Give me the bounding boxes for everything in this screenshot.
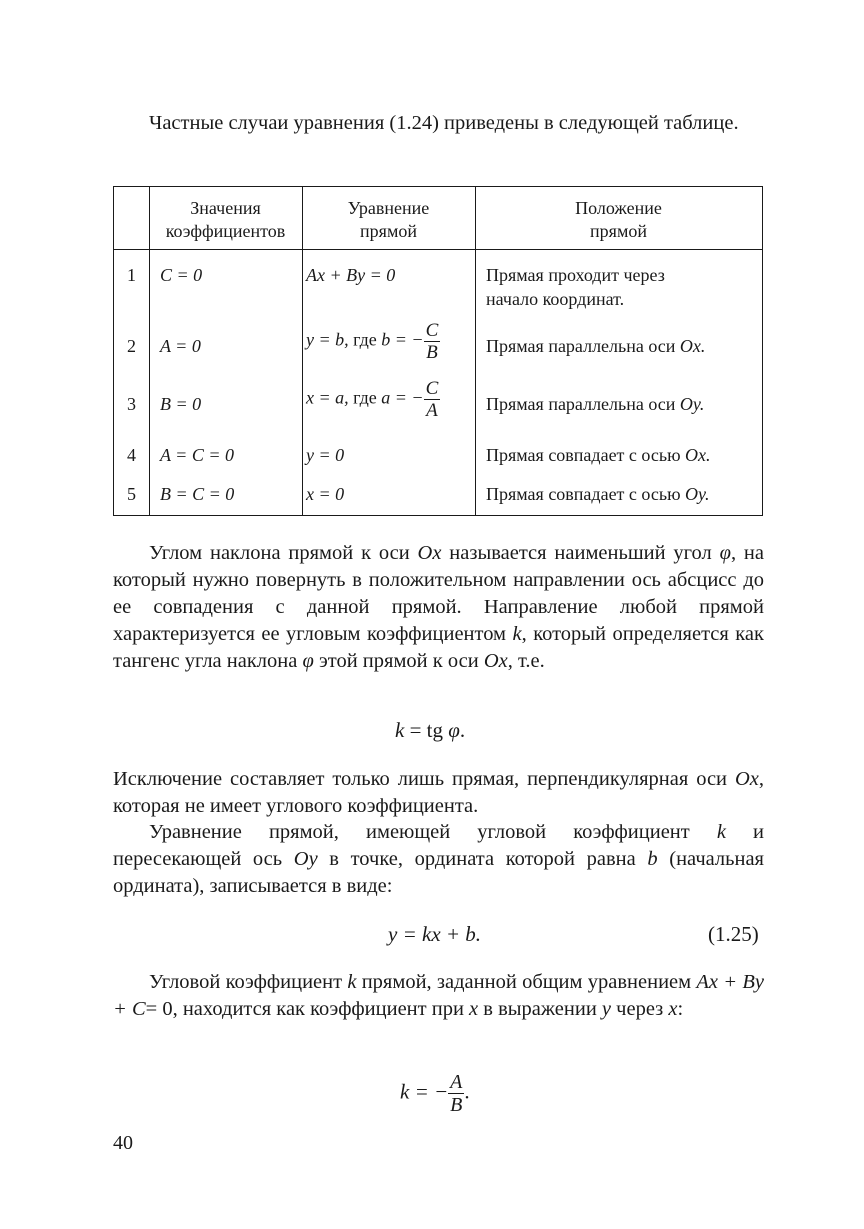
formula-number: (1.25) [708,922,759,946]
formula-slope-intercept: y = kx + b. [388,922,482,946]
row-3-position: Прямая параллельна оси Oy. [486,394,705,414]
exception-paragraph: Исключение составляет только лишь прямая, перпендикулярная оси Ox, которая не имеет углового коэффициента. [113,768,764,817]
row-5-coefficients: B = C = 0 [160,484,235,504]
row-5-position: Прямая совпадает с осью Oy. [486,484,710,504]
row-2-number: 2 [127,336,136,356]
row-1-equation: Ax + By = 0 [306,265,396,285]
row-4-number: 4 [127,445,136,465]
formula-k-tg-phi: k = tg φ. [395,718,466,742]
formula-k-minus-a-over-b: k = − $\frac{A}{B}$ . [400,1071,470,1116]
row-1-coefficients: C = 0 [160,265,203,285]
slope-angle-paragraph: Углом наклона прямой к оси Ox называется наименьший угол φ, на который нужно повернуть в положительном направлении ось абсцисс до ее совпадения с данной прямой. Направление любой прямой характеризуется ее угловым коэффициентом k, который определяется как тангенс угла наклона φ этой прямой к оси Ox, т.е. [113,542,764,672]
row-3-coefficients: B = 0 [160,394,202,414]
row-3-number: 3 [127,394,136,414]
row-2-coefficients: A = 0 [160,336,201,356]
row-2-position: Прямая параллельна оси Ox. [486,336,706,356]
header-position: Положение прямой [575,198,662,241]
row-1-position: Прямая проходит через начало координат. [486,265,665,309]
special-cases-table [113,186,763,516]
slope-intercept-paragraph: Уравнение прямой, имеющей угловой коэффициент k и пересекающей ось Oy в точке, ордината которой равна b (начальная ордината), записывается в виде: [113,821,764,897]
page-number: 40 [113,1132,133,1154]
slope-general-paragraph: Угловой коэффициент k прямой, заданной общим уравнением Ax + By + C= 0, находится как коэффициент при x в выражении y через x: [113,971,764,1020]
row-2-equation: y = b, где b = − $\frac{C}{B}$ [306,320,439,363]
header-equation: Уравнение прямой [347,198,430,241]
row-3-equation: x = a, где a = − $\frac{C}{A}$ [306,378,439,421]
row-4-position: Прямая совпадает с осью Ox. [486,445,711,465]
header-coefficients: Значения коэффициентов [165,198,286,241]
row-4-coefficients: A = C = 0 [160,445,234,465]
row-4-equation: y = 0 [306,445,345,465]
row-1-number: 1 [127,265,136,285]
intro-paragraph [113,110,764,137]
intro-text: Частные случаи уравнения (1.24) приведены в следующей таблице. [149,112,739,134]
row-5-number: 5 [127,484,136,504]
row-5-equation: x = 0 [306,484,345,504]
